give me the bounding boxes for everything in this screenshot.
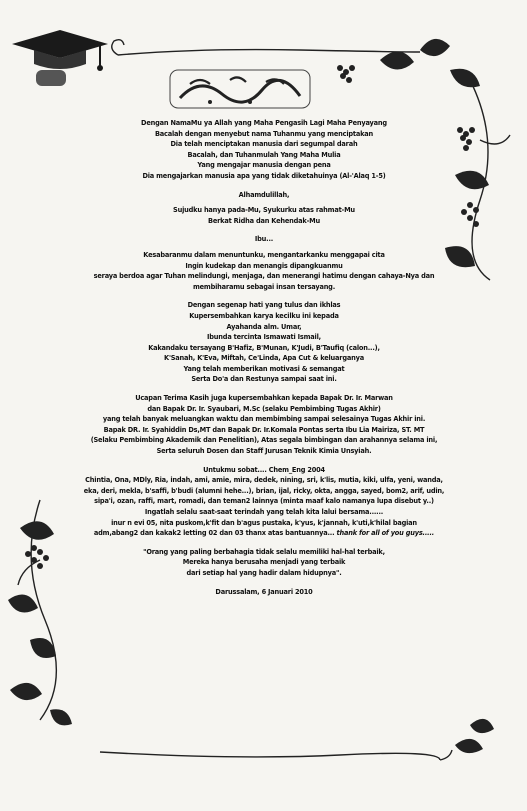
dedication-line: Serta Do'a dan Restunya sampai saat ini.: [191, 375, 337, 384]
dedication-line: Yang telah memberikan motivasi & semangat: [183, 364, 345, 373]
thanks-line: Ucapan Terima Kasih juga kupersembahkan kepada Bapak Dr. Ir. Marwan: [135, 394, 393, 403]
friends-line: eka, deri, mekla, b'saffi, b'budi (alumni hehe...), brian, ijal, ricky, okta, angga, sayed, bom2, arif, udin,: [83, 486, 445, 495]
ibu-line: Kesabaranmu dalam menuntunku, mengantarkanku menggapai cita: [143, 250, 385, 259]
thanks-line: yang telah banyak meluangkan waktu dan membimbing sampai selesainya Tugas Akhir ini.: [102, 415, 426, 424]
dedication-section: [48, 300, 480, 385]
opening-line: Dia mengajarkan manusia apa yang tidak diketahuinya (Al-'Alaq 1-5): [142, 171, 386, 180]
thanks-line: (Selaku Pembimbing Akademik dan Penelitian), Atas segala bimbingan dan arahannya selama ini,: [90, 436, 438, 445]
thanks-section: [48, 393, 480, 457]
praise-line: Berkat Ridha dan Kehendak-Mu: [208, 216, 320, 225]
calligraphy-bismillah: [170, 70, 310, 108]
opening-verse: [48, 118, 480, 182]
thanks-line: Serta seluruh Dosen dan Staff Jurusan Teknik Kimia Unsyiah.: [156, 447, 372, 456]
ibu-line: Ibu...: [254, 235, 274, 244]
opening-line: Yang mengajar manusia dengan pena: [197, 161, 331, 170]
dedication-line: Kakandaku tersayang B'Hafiz, B'Munan, K'Judi, B'Taufiq (calon...),: [148, 343, 380, 352]
quote-line: "Orang yang paling berbahagia tidak selalu memiliki hal-hal terbaik,: [143, 547, 385, 556]
thanks-line: Bapak DR. Ir. Syahiddin Ds,MT dan Bapak Dr. Ir.Komala Pontas serta Ibu Lia Mairiza, ST. MT: [103, 425, 425, 434]
praise-line: Alhamdulillah,: [238, 190, 290, 199]
ibu-line: membiharamu sebagai insan tersayang.: [192, 282, 336, 291]
opening-line: Bacalah, dan Tuhanmulah Yang Maha Mulia: [187, 150, 341, 159]
friends-heading: Untukmu sobat.... Chem_Eng 2004: [203, 465, 325, 474]
ibu-section: [48, 234, 480, 292]
graduation-cap-icon: [12, 30, 108, 86]
quote-line: dari setiap hal yang hadir dalam hidupnya".: [186, 568, 342, 577]
quote-section: [48, 547, 480, 579]
dedication-line: Ibunda tercinta Ismawati Ismail,: [207, 333, 321, 342]
praise-section: [48, 190, 480, 227]
opening-line: Dia telah menciptakan manusia dari segumpal darah: [170, 140, 358, 149]
dedication-line: Kupersembahkan karya kecilku ini kepada: [189, 311, 339, 320]
ibu-line: seraya berdoa agar Tuhan melindungi, menjaga, dan menerangi hatimu dengan cahaya-Nya dan: [93, 272, 435, 281]
friends-line: sipa'i, ozan, raffi, mart, romadi, dan teman2 lainnya (minta maaf kalo namanya lupa disebut y..): [94, 497, 434, 506]
friends-last-line: adm,abang2 dan kakak2 letting 02 dan 03 thanx atas bantuannya...: [93, 529, 335, 538]
praise-line: Sujudku hanya pada-Mu, Syukurku atas rahmat-Mu: [173, 206, 355, 215]
thanks-line: dan Bapak Dr. Ir. Syaubari, M.Sc (selaku Pembimbing Tugas Akhir): [147, 404, 381, 413]
opening-line: Dengan NamaMu ya Allah yang Maha Pengasih Lagi Maha Penyayang: [141, 119, 387, 127]
friends-line: inur n evi 05, nita puskom,k'fit dan b'agus pustaka, k'yus, k'jannah, k'uti,k'hilal bagian: [111, 518, 417, 527]
friends-line: Ingatlah selalu saat-saat terindah yang telah kita lalui bersama......: [144, 508, 384, 516]
friends-line: Chintia, Ona, MDly, Ria, indah, ami, amie, mira, dedek, nining, sri, k'lis, mutia, kiki, ulfa, yeni, wanda,: [85, 476, 443, 485]
place-date: Darussalam, 6 Januari 2010: [215, 587, 313, 596]
dedication-text: [48, 118, 480, 597]
opening-line: Bacalah dengan menyebut nama Tuhanmu yang menciptakan: [154, 129, 374, 138]
ibu-line: Ingin kudekap dan menangis dipangkuanmu: [185, 261, 343, 270]
friends-closing: thank for all of you guys.....: [336, 529, 435, 538]
quote-line: Mereka hanya berusaha menjadi yang terbaik: [182, 558, 346, 567]
friends-line: [48, 528, 480, 539]
dedication-line: Ayahanda alm. Umar,: [226, 322, 302, 331]
dedication-line: K'Sanah, K'Eva, Miftah, Ce'Linda, Apa Cut & keluarganya: [164, 354, 364, 363]
friends-section: [48, 465, 480, 539]
dedication-line: Dengan segenap hati yang tulus dan ikhlas: [187, 301, 341, 310]
